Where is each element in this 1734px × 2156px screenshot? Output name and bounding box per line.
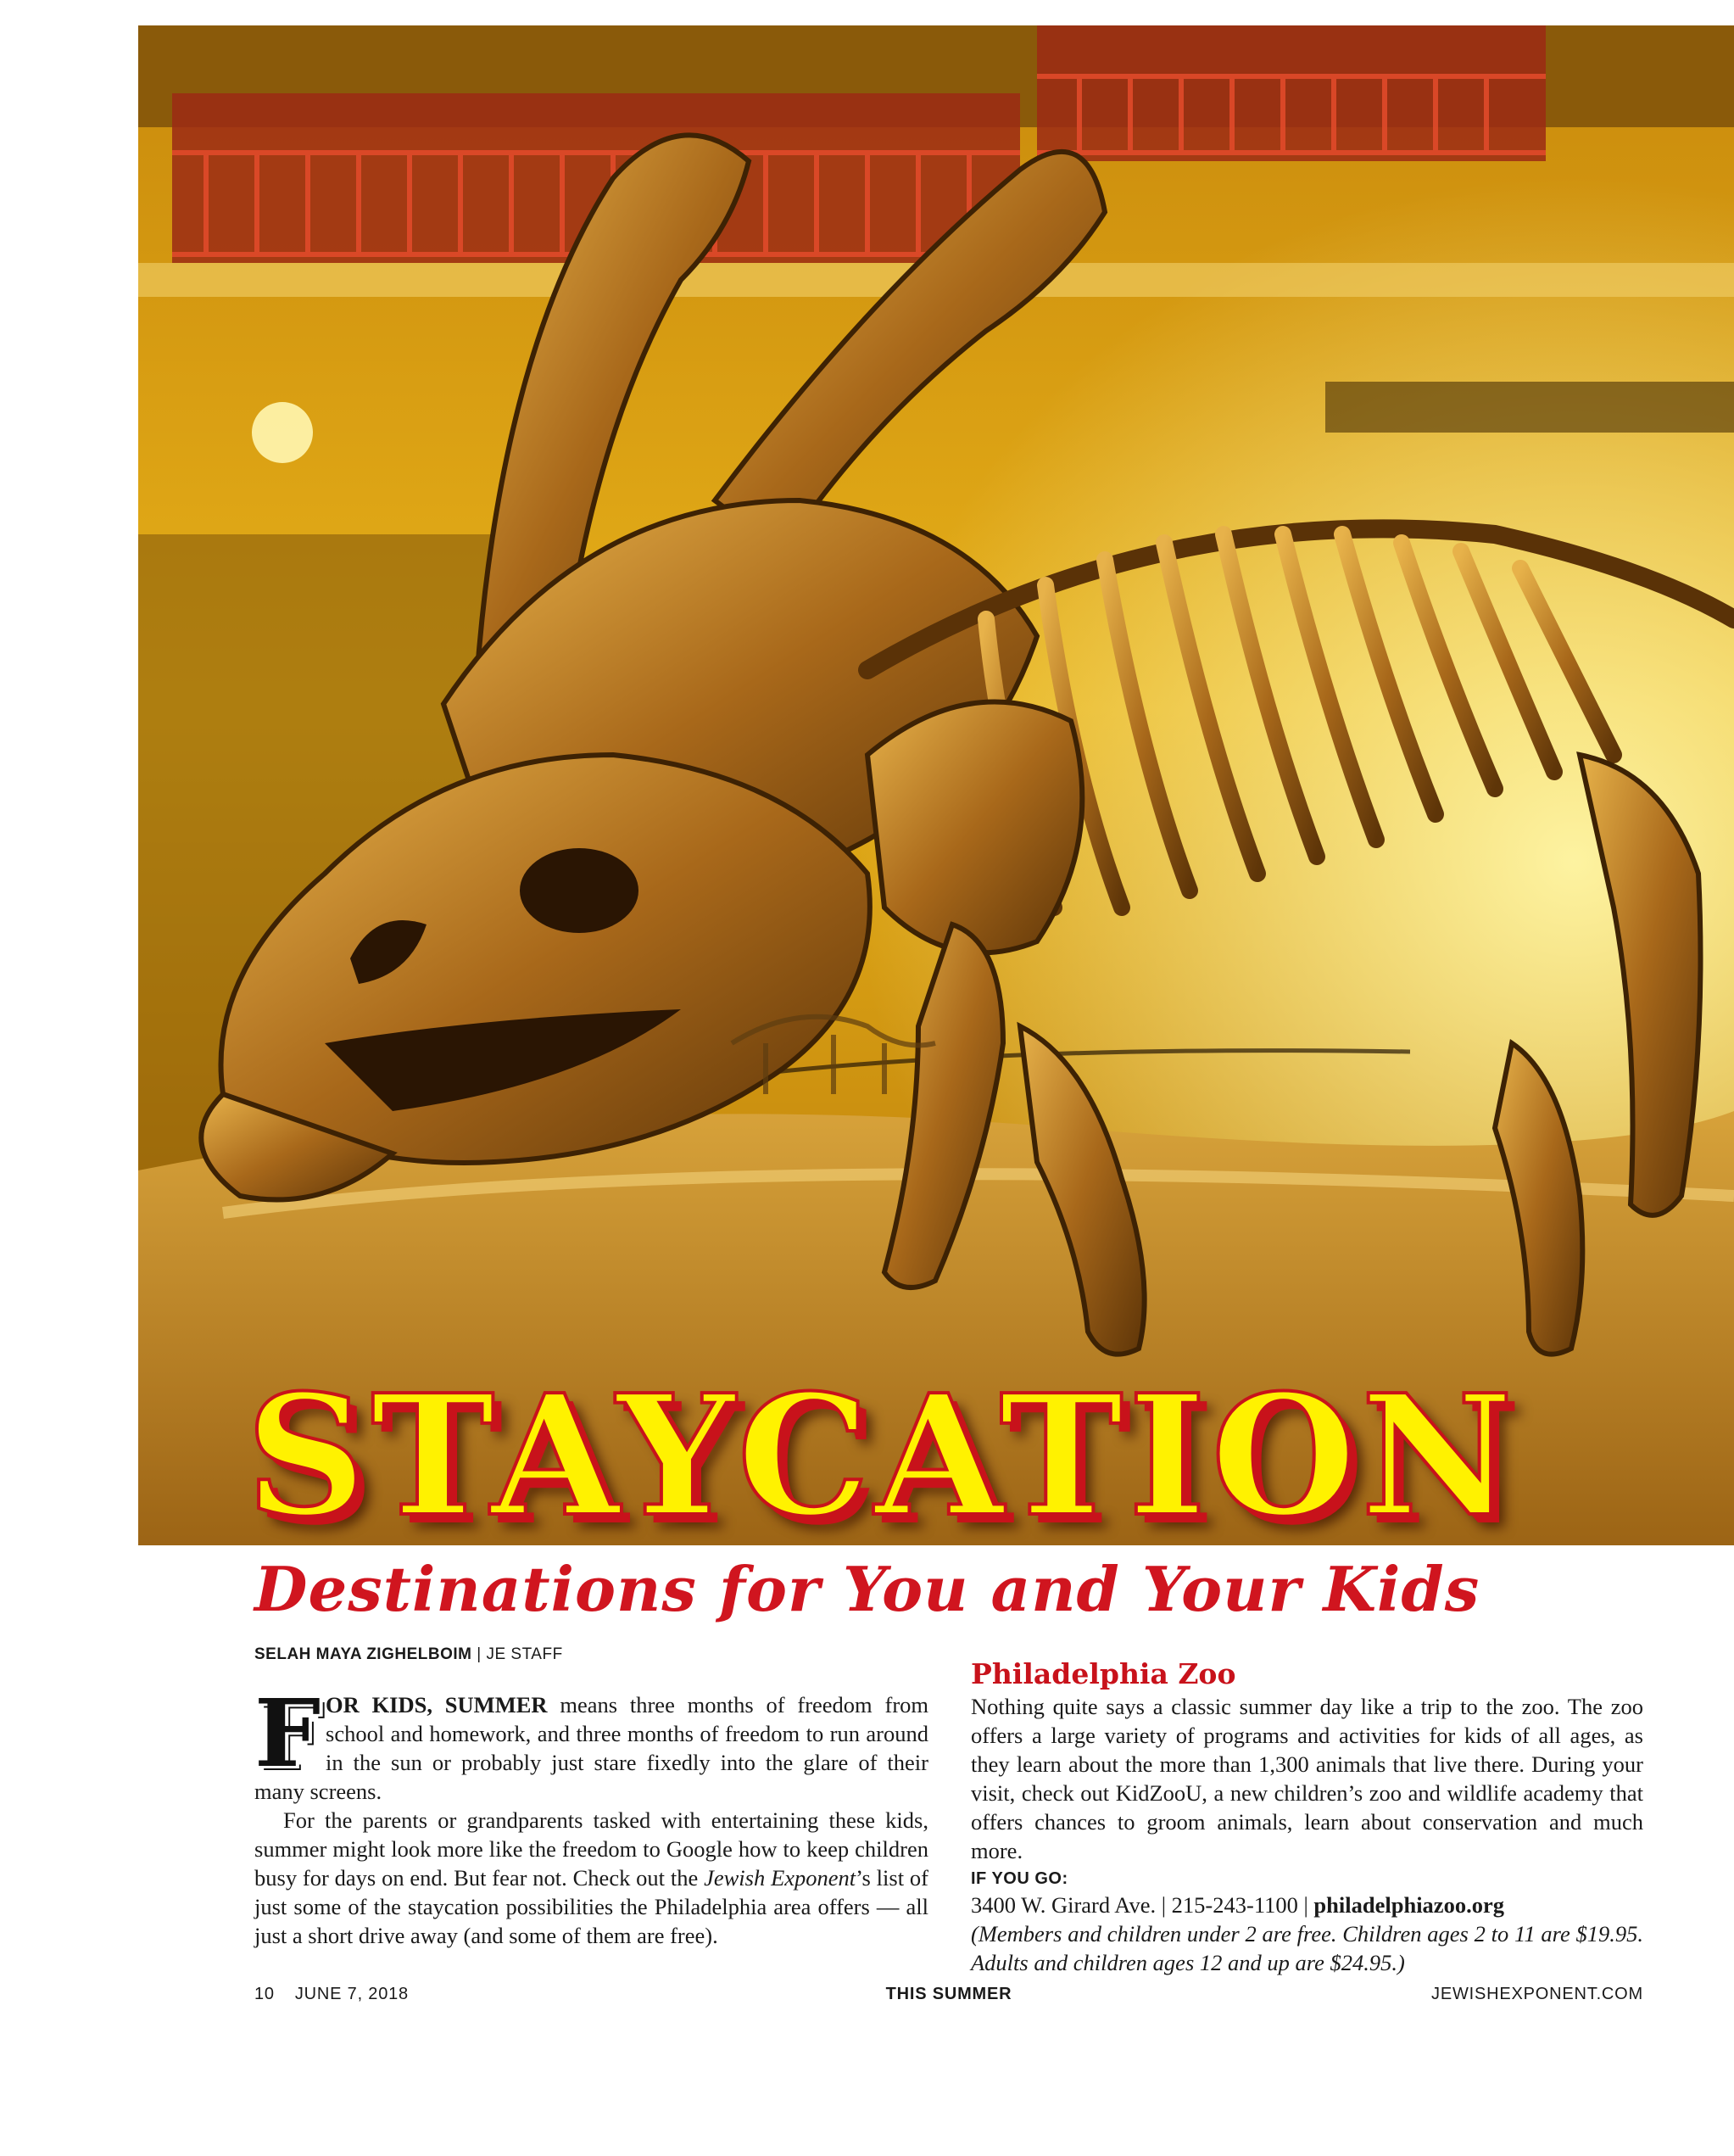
publication-name: Jewish Exponent	[704, 1865, 856, 1891]
zoo-phone: 215-243-1100	[1171, 1892, 1298, 1918]
issue-date: JUNE 7, 2018	[294, 1985, 409, 2003]
zoo-address: 3400 W. Girard Ave.	[971, 1892, 1157, 1918]
headline-subtitle: Destinations for You and Your Kids	[254, 1553, 1480, 1625]
dinosaur-skeleton-illustration	[138, 25, 1734, 1554]
hero-photo	[138, 25, 1734, 1554]
intro-paragraph-2	[254, 1806, 928, 1950]
byline-author: SELAH MAYA ZIGHELBOIM	[254, 1645, 472, 1663]
zoo-contact-line	[971, 1891, 1643, 1919]
byline-separator: |	[477, 1645, 482, 1663]
page-footer	[254, 1985, 1643, 2010]
intro-paragraph-1-text: means three months of freedom from school and homework, and three months of freedom to run around in the sun or probably just stare fixedly into the glare of their many screens.	[254, 1692, 929, 1804]
contact-separator: |	[1297, 1892, 1314, 1918]
section-name: THIS SUMMER	[885, 1985, 1012, 2003]
page-number: 10	[254, 1985, 275, 2003]
intro-column	[254, 1678, 929, 1950]
contact-separator: |	[1156, 1892, 1172, 1918]
lead-in: OR KIDS, SUMMER	[326, 1692, 548, 1718]
zoo-description: Nothing quite says a classic summer day like a trip to the zoo. The zoo offers a large variety of programs and activities for kids of all ages, as they learn about the more than 1,300 animals that live there. During your visit, check out KidZooU, a new children’s zoo and wildlife academy that offers chances to groom animals, learn about conservation and much more.	[971, 1694, 1643, 1863]
zoo-price-note: (Members and children under 2 are free. Children ages 2 to 11 are $19.95. Adults and children ages 12 and up are $24.95.)	[971, 1921, 1643, 1975]
zoo-section	[971, 1656, 1643, 1977]
intro-paragraph-1	[254, 1678, 929, 1806]
if-you-go-label: IF YOU GO:	[971, 1869, 1068, 1888]
zoo-heading: Philadelphia Zoo	[971, 1657, 1236, 1690]
zoo-website-link[interactable]: philadelphiazoo.org	[1313, 1892, 1504, 1918]
byline-role: JE STAFF	[486, 1645, 563, 1663]
headline-title: STAYCATION	[246, 1359, 1519, 1554]
intro-paragraph-2-text-b: ’s list of just some of the staycation possibilities the Philadelphia area offers — all just a short drive away (and some of them are free).	[254, 1865, 928, 1948]
drop-cap: F	[254, 1678, 321, 1788]
footer-website: JEWISHEXPONENT.COM	[1431, 1985, 1643, 2003]
byline	[254, 1645, 563, 1664]
intro-paragraph-2-text-a: For the parents or grandparents tasked with entertaining these kids, summer might look more like the freedom to Google how to keep children busy for days on end. But fear not. Check out the	[254, 1807, 928, 1891]
